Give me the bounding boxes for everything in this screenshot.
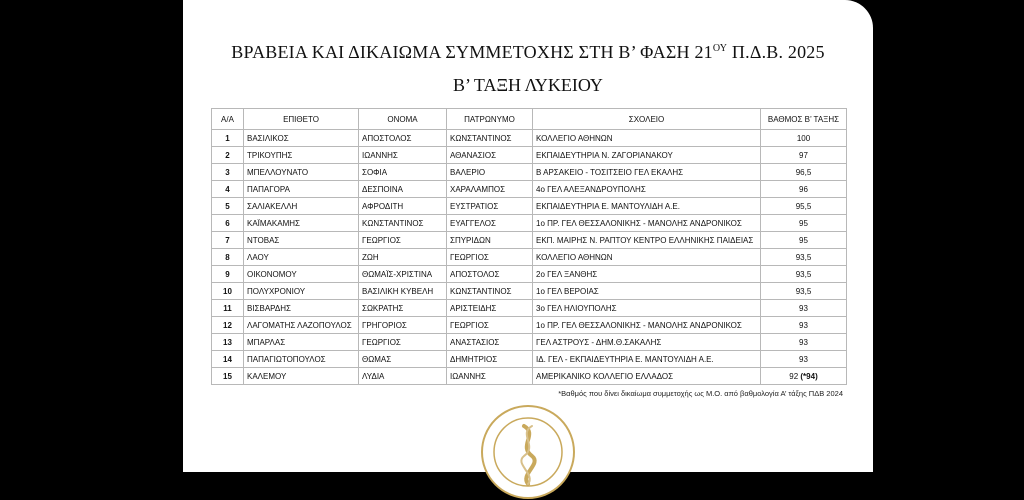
cell-school: 1ο ΠΡ. ΓΕΛ ΘΕΣΣΑΛΟΝΙΚΗΣ - ΜΑΝΟΛΗΣ ΑΝΔΡΟΝΙΚΟΣ bbox=[533, 215, 761, 232]
cell-surname: ΤΡΙΚΟΥΠΗΣ bbox=[244, 147, 359, 164]
table-row bbox=[212, 300, 847, 317]
cell-name: ΛΥΔΙΑ bbox=[359, 368, 447, 385]
document-title: ΒΡΑΒΕΙΑ ΚΑΙ ΔΙΚΑΙΩΜΑ ΣΥΜΜΕΤΟΧΗΣ ΣΤΗ Β’ ΦΑΣΗ $21^{O\Upsilon}$ Π.Δ.Β. 2025 bbox=[231, 42, 825, 62]
cell-name: ΘΩΜΑΪΣ-ΧΡΙΣΤΙΝΑ bbox=[359, 266, 447, 283]
cell-school: ΓΕΛ ΑΣΤΡΟΥΣ - ΔΗΜ.Θ.ΣΑΚΑΛΗΣ bbox=[533, 334, 761, 351]
results-table bbox=[211, 108, 847, 385]
table-row bbox=[212, 317, 847, 334]
cell-school: Β ΑΡΣΑΚΕΙΟ - ΤΟΣΙΤΣΕΙΟ ΓΕΛ ΕΚΑΛΗΣ bbox=[533, 164, 761, 181]
cell-aa: 11 bbox=[212, 300, 244, 317]
cell-school: 4ο ΓΕΛ ΑΛΕΞΑΝΔΡΟΥΠΟΛΗΣ bbox=[533, 181, 761, 198]
cell-aa: 7 bbox=[212, 232, 244, 249]
table-row bbox=[212, 215, 847, 232]
document-page bbox=[183, 0, 873, 472]
cell-name: ΖΩΗ bbox=[359, 249, 447, 266]
document-subtitle: Β’ ΤΑΞΗ ΛΥΚΕΙΟΥ bbox=[453, 75, 603, 95]
cell-school: ΕΚΠΑΙΔΕΥΤΗΡΙΑ Ν. ΖΑΓΟΡΙΑΝΑΚΟΥ bbox=[533, 147, 761, 164]
cell-name: ΓΕΩΡΓΙΟΣ bbox=[359, 232, 447, 249]
cell-name: ΣΩΚΡΑΤΗΣ bbox=[359, 300, 447, 317]
cell-surname: ΛΑΓΟΜΑΤΗΣ ΛΑΖΟΠΟΥΛΟΣ bbox=[244, 317, 359, 334]
table-row bbox=[212, 334, 847, 351]
cell-grade: 92 (*94) bbox=[761, 368, 847, 385]
cell-aa: 3 bbox=[212, 164, 244, 181]
cell-patronym: ΔΗΜΗΤΡΙΟΣ bbox=[447, 351, 533, 368]
cell-surname: ΠΑΠΑΓΙΩΤΟΠΟΥΛΟΣ bbox=[244, 351, 359, 368]
table-row bbox=[212, 249, 847, 266]
cell-school: ΚΟΛΛΕΓΙΟ ΑΘΗΝΩΝ bbox=[533, 130, 761, 147]
cell-grade: 96,5 bbox=[761, 164, 847, 181]
cell-aa: 2 bbox=[212, 147, 244, 164]
cell-aa: 14 bbox=[212, 351, 244, 368]
competition-logo-icon bbox=[480, 404, 576, 500]
cell-surname: ΣΑΛΙΑΚΕΛΛΗ bbox=[244, 198, 359, 215]
cell-patronym: ΑΠΟΣΤΟΛΟΣ bbox=[447, 266, 533, 283]
cell-patronym: ΓΕΩΡΓΙΟΣ bbox=[447, 317, 533, 334]
cell-grade: 93 bbox=[761, 351, 847, 368]
cell-surname: ΠΟΛΥΧΡΟΝΙΟΥ bbox=[244, 283, 359, 300]
cell-patronym: ΑΡΙΣΤΕΙΔΗΣ bbox=[447, 300, 533, 317]
header-aa: Α/Α bbox=[212, 109, 244, 130]
cell-aa: 6 bbox=[212, 215, 244, 232]
cell-school: ΑΜΕΡΙΚΑΝΙΚΟ ΚΟΛΛΕΓΙΟ ΕΛΛΑΔΟΣ bbox=[533, 368, 761, 385]
cell-grade: 95 bbox=[761, 215, 847, 232]
cell-surname: ΚΑΪΜΑΚΑΜΗΣ bbox=[244, 215, 359, 232]
cell-grade: 93,5 bbox=[761, 249, 847, 266]
cell-aa: 10 bbox=[212, 283, 244, 300]
table-body bbox=[212, 130, 847, 385]
cell-surname: ΛΑΟΥ bbox=[244, 249, 359, 266]
table-row bbox=[212, 368, 847, 385]
table-row bbox=[212, 232, 847, 249]
cell-aa: 9 bbox=[212, 266, 244, 283]
cell-name: ΣΟΦΙΑ bbox=[359, 164, 447, 181]
cell-patronym: ΙΩΑΝΝΗΣ bbox=[447, 368, 533, 385]
table-row bbox=[212, 283, 847, 300]
table-header-row bbox=[212, 109, 847, 130]
cell-school: ΕΚΠ. ΜΑΙΡΗΣ Ν. ΡΑΠΤΟΥ ΚΕΝΤΡΟ ΕΛΛΗΝΙΚΗΣ ΠΑΙΔΕΙΑΣ bbox=[533, 232, 761, 249]
cell-grade: 95,5 bbox=[761, 198, 847, 215]
cell-aa: 12 bbox=[212, 317, 244, 334]
header-name: ΟΝΟΜΑ bbox=[359, 109, 447, 130]
cell-grade: 100 bbox=[761, 130, 847, 147]
cell-grade: 93 bbox=[761, 334, 847, 351]
cell-name: ΑΦΡΟΔΙΤΗ bbox=[359, 198, 447, 215]
cell-school: 1ο ΓΕΛ ΒΕΡΟΙΑΣ bbox=[533, 283, 761, 300]
cell-surname: ΒΑΣΙΛΙΚΟΣ bbox=[244, 130, 359, 147]
cell-surname: ΜΠΑΡΛΑΣ bbox=[244, 334, 359, 351]
header-surname: ΕΠΙΘΕΤΟ bbox=[244, 109, 359, 130]
cell-name: ΓΡΗΓΟΡΙΟΣ bbox=[359, 317, 447, 334]
cell-aa: 4 bbox=[212, 181, 244, 198]
cell-school: 3ο ΓΕΛ ΗΛΙΟΥΠΟΛΗΣ bbox=[533, 300, 761, 317]
cell-grade: 97 bbox=[761, 147, 847, 164]
table-row bbox=[212, 351, 847, 368]
cell-name: ΙΩΑΝΝΗΣ bbox=[359, 147, 447, 164]
cell-aa: 13 bbox=[212, 334, 244, 351]
cell-surname: ΚΑΛΕΜΟΥ bbox=[244, 368, 359, 385]
cell-patronym: ΚΩΝΣΤΑΝΤΙΝΟΣ bbox=[447, 283, 533, 300]
cell-grade: 96 bbox=[761, 181, 847, 198]
cell-patronym: ΑΘΑΝΑΣΙΟΣ bbox=[447, 147, 533, 164]
cell-patronym: ΓΕΩΡΓΙΟΣ bbox=[447, 249, 533, 266]
cell-grade: 93 bbox=[761, 317, 847, 334]
table-row bbox=[212, 198, 847, 215]
cell-school: 1ο ΠΡ. ΓΕΛ ΘΕΣΣΑΛΟΝΙΚΗΣ - ΜΑΝΟΛΗΣ ΑΝΔΡΟΝΙΚΟΣ bbox=[533, 317, 761, 334]
cell-grade: 95 bbox=[761, 232, 847, 249]
cell-school: ΙΔ. ΓΕΛ - ΕΚΠΑΙΔΕΥΤΗΡΙΑ Ε. ΜΑΝΤΟΥΛΙΔΗ Α.Ε. bbox=[533, 351, 761, 368]
cell-grade: 93,5 bbox=[761, 283, 847, 300]
cell-aa: 8 bbox=[212, 249, 244, 266]
cell-name: ΓΕΩΡΓΙΟΣ bbox=[359, 334, 447, 351]
cell-aa: 15 bbox=[212, 368, 244, 385]
cell-name: ΑΠΟΣΤΟΛΟΣ bbox=[359, 130, 447, 147]
table-row bbox=[212, 147, 847, 164]
table-row bbox=[212, 130, 847, 147]
cell-school: ΚΟΛΛΕΓΙΟ ΑΘΗΝΩΝ bbox=[533, 249, 761, 266]
cell-school: ΕΚΠΑΙΔΕΥΤΗΡΙΑ Ε. ΜΑΝΤΟΥΛΙΔΗ Α.Ε. bbox=[533, 198, 761, 215]
cell-patronym: ΧΑΡΑΛΑΜΠΟΣ bbox=[447, 181, 533, 198]
cell-name: ΒΑΣΙΛΙΚΗ ΚΥΒΕΛΗ bbox=[359, 283, 447, 300]
cell-patronym: ΕΥΑΓΓΕΛΟΣ bbox=[447, 215, 533, 232]
cell-grade: 93,5 bbox=[761, 266, 847, 283]
header-patronym: ΠΑΤΡΩΝΥΜΟ bbox=[447, 109, 533, 130]
cell-patronym: ΕΥΣΤΡΑΤΙΟΣ bbox=[447, 198, 533, 215]
cell-surname: ΠΑΠΑΓΟΡΑ bbox=[244, 181, 359, 198]
header-grade: ΒΑΘΜΟΣ Β’ ΤΑΞΗΣ bbox=[761, 109, 847, 130]
cell-patronym: ΚΩΝΣΤΑΝΤΙΝΟΣ bbox=[447, 130, 533, 147]
header-school: ΣΧΟΛΕΙΟ bbox=[533, 109, 761, 130]
table-row bbox=[212, 181, 847, 198]
cell-name: ΚΩΝΣΤΑΝΤΙΝΟΣ bbox=[359, 215, 447, 232]
cell-aa: 5 bbox=[212, 198, 244, 215]
cell-patronym: ΣΠΥΡΙΔΩΝ bbox=[447, 232, 533, 249]
cell-name: ΘΩΜΑΣ bbox=[359, 351, 447, 368]
cell-aa: 1 bbox=[212, 130, 244, 147]
cell-grade: 93 bbox=[761, 300, 847, 317]
cell-name: ΔΕΣΠΟΙΝΑ bbox=[359, 181, 447, 198]
table-row bbox=[212, 266, 847, 283]
cell-patronym: ΒΑΛΕΡΙΟ bbox=[447, 164, 533, 181]
cell-patronym: ΑΝΑΣΤΑΣΙΟΣ bbox=[447, 334, 533, 351]
footnote: *Βαθμός που δίνει δικαίωμα συμμετοχής ως Μ.Ο. από βαθμολογία Α’ τάξης ΠΔΒ 2024 bbox=[558, 389, 843, 398]
cell-surname: ΟΙΚΟΝΟΜΟΥ bbox=[244, 266, 359, 283]
cell-surname: ΝΤΟΒΑΣ bbox=[244, 232, 359, 249]
cell-surname: ΜΠΕΛΛΟΥΝΑΤΟ bbox=[244, 164, 359, 181]
cell-surname: ΒΙΣΒΑΡΔΗΣ bbox=[244, 300, 359, 317]
table-row bbox=[212, 164, 847, 181]
cell-school: 2ο ΓΕΛ ΞΑΝΘΗΣ bbox=[533, 266, 761, 283]
